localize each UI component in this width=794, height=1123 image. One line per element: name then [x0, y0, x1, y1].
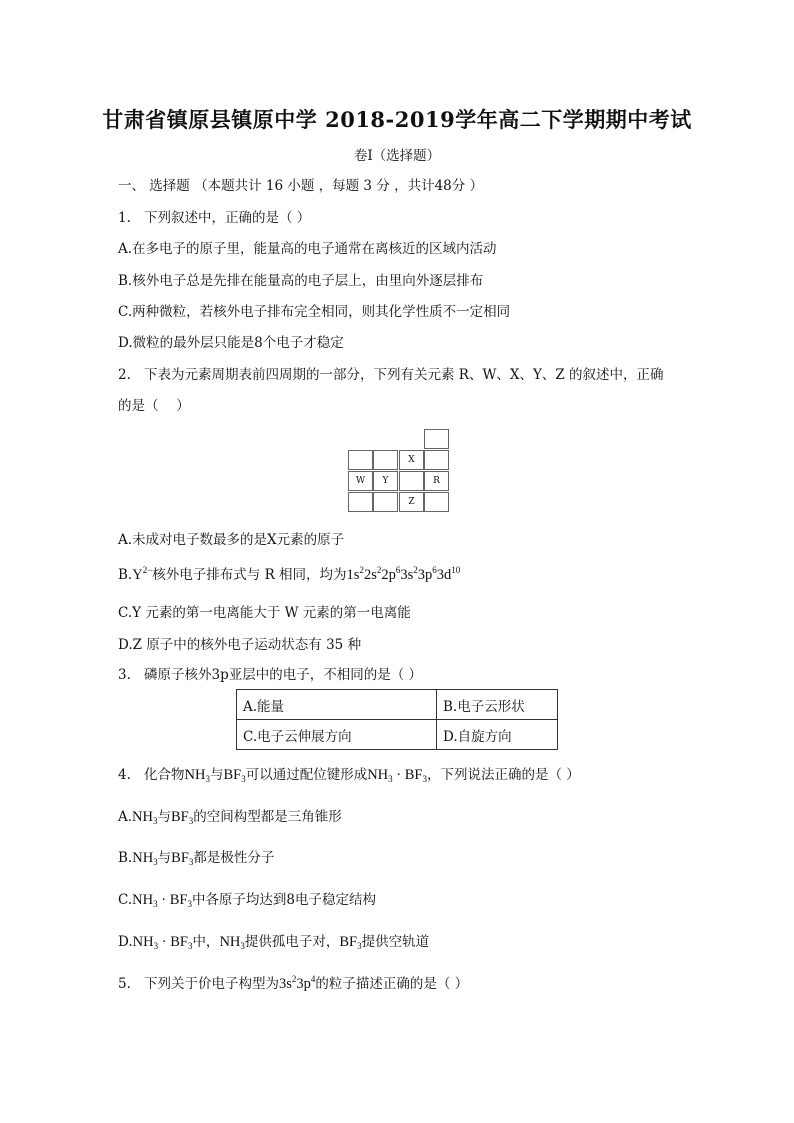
- question-2-stem-continued: 的是（ ）: [118, 398, 190, 414]
- table-cell: [373, 450, 398, 470]
- table-cell: [424, 429, 449, 449]
- question-5-stem: 5. 下列关于价电子构型为$3s^23p^4$的粒子描述正确的是（ ）: [118, 974, 469, 992]
- question-2-option-d: D.Z 原子中的核外电子运动状态有 35 种: [118, 637, 362, 653]
- question-text: 磷原子核外3p亚层中的电子，不相同的是（ ）: [144, 667, 423, 683]
- table-cell: [373, 492, 398, 512]
- table-cell: [424, 492, 449, 512]
- question-4-option-b: $B.NH_3$与$BF_3$都是极性分子: [118, 850, 275, 867]
- table-cell: [424, 450, 449, 470]
- ion-formula: $Y^{2-}$: [132, 565, 153, 583]
- question-2-option-a: A.未成对电子数最多的是X元素的原子: [118, 532, 345, 548]
- table-cell: [348, 492, 373, 512]
- question-number: 2.: [118, 367, 131, 383]
- question-2-stem: [118, 366, 664, 384]
- question-2-option-c: C.Y 元素的第一电离能大于 W 元素的第一电离能: [118, 605, 411, 621]
- question-1-stem: [118, 209, 310, 227]
- question-1-option-c: C.两种微粒，若核外电子排布完全相同，则其化学性质不一定相同: [118, 304, 511, 320]
- table-cell-y: Y: [373, 471, 398, 491]
- table-cell-x: X: [399, 450, 424, 470]
- question-4-option-d: $D.NH_3 \cdot BF_3$中，$NH_3$提供孤电子对，$BF_3$提供空轨道: [118, 934, 430, 951]
- question-4-stem: 4. 化合物$NH_3$与$BF_3$可以通过配位键形成$NH_3 \cdot BF_3$，下列说法正确的是（ ）: [118, 767, 580, 784]
- question-number: 3.: [118, 667, 131, 683]
- table-cell-z: Z: [399, 492, 424, 512]
- option-d: D.自旋方向: [437, 720, 558, 750]
- question-text: 下列叙述中，正确的是（ ）: [144, 210, 311, 226]
- document-subtitle: 卷Ⅰ（选择题）: [353, 148, 441, 164]
- table-cell-w: W: [348, 471, 373, 491]
- option-b: B.电子云形状: [437, 690, 558, 720]
- question-number: 4.: [118, 767, 131, 783]
- question-2-option-b: $B.Y^{2-}$核外电子排布式与 R 相同，均为$1s^22s^22p^63s^23p^63d^{10}$: [118, 565, 461, 583]
- question-1-option-d: D.微粒的最外层只能是8个电子才稳定: [118, 335, 344, 351]
- valence-configuration: $3s^23p^4$: [279, 974, 316, 992]
- table-cell: [348, 450, 373, 470]
- question-4-option-c: $C.NH_3 \cdot BF_3$中各原子均达到8电子稳定结构: [118, 892, 377, 909]
- question-3-options-table: [236, 689, 558, 750]
- section-header: 一、 选择题 （本题共计 16 小题 ，每题 3 分 ，共计48分 ）: [118, 178, 484, 194]
- question-1-option-b: B.核外电子总是先排在能量高的电子层上，由里向外逐层排布: [118, 273, 484, 289]
- periodic-table-fragment: [348, 429, 450, 514]
- question-1-option-a: A.在多电子的原子里，能量高的电子通常在离核近的区域内活动: [118, 241, 497, 257]
- question-text: 下表为元素周期表前四周期的一部分，下列有关元素 R、W、X、Y、Z 的叙述中，正确: [144, 367, 664, 383]
- option-a: A.能量: [237, 690, 437, 720]
- electron-configuration: $1s^22s^22p^63s^23p^63d^{10}$: [346, 565, 461, 583]
- question-number: 5.: [118, 976, 131, 992]
- question-number: 1.: [118, 210, 131, 226]
- table-cell: [399, 471, 424, 491]
- table-cell-r: R: [424, 471, 449, 491]
- document-title: 甘肃省镇原县镇原中学 2018-2019学年高二下学期期中考试: [102, 107, 692, 132]
- question-3-stem: [118, 666, 422, 684]
- option-c: C.电子云伸展方向: [237, 720, 437, 750]
- question-4-option-a: $A.NH_3$与$BF_3$的空间构型都是三角锥形: [118, 809, 342, 826]
